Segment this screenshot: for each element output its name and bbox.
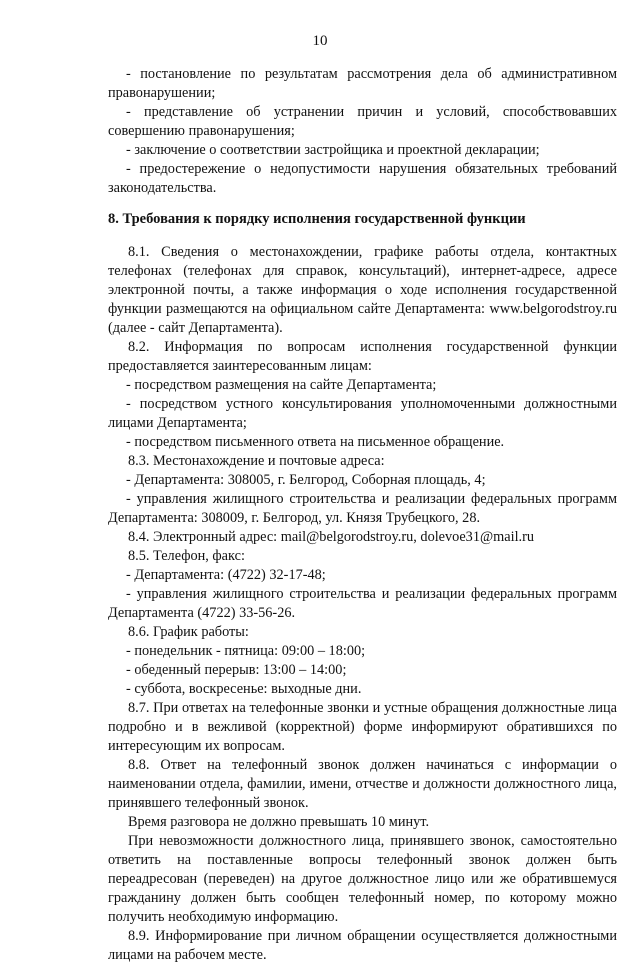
paragraph-call-duration: Время разговора не должно превышать 10 минут. <box>128 814 430 830</box>
paragraph-8-8: 8.8. Ответ на телефонный звонок должен начинаться с информации о наименовании отдела, фамилии, имени, отчестве и должности должностного лица, принявшего телефонный звонок. <box>108 757 617 811</box>
list-item-weekdays: - понедельник - пятница: 09:00 – 18:00; <box>126 643 366 659</box>
paragraph-8-4: 8.4. Электронный адрес: mail@belgorodstroy.ru, dolevoe31@mail.ru <box>128 529 535 545</box>
section-heading: 8. Требования к порядку исполнения государственной функции <box>108 211 526 227</box>
list-item-department-phone: - Департамента: (4722) 32-17-48; <box>126 567 326 583</box>
list-item-housing-office-phone: - управления жилищного строительства и реализации федеральных программ Департамента (4722) 33-56-26. <box>108 586 617 621</box>
paragraph-8-2: 8.2. Информация по вопросам исполнения государственной функции предоставляется заинтересованным лицам: <box>108 339 617 374</box>
paragraph-8-1: 8.1. Сведения о местонахождении, графике работы отдела, контактных телефонах (телефонах для справок, консультаций), интернет-адресе, адресе электронной почты, а также информация о ходе исполнения государственной функции размещаются на официальном сайте Департамента: www.belgorodstroy.ru (далее - сайт Департамента). <box>108 244 617 336</box>
list-item-conclusion: - заключение о соответствии застройщика и проектной декларации; <box>126 142 540 158</box>
paragraph-8-9: 8.9. Информирование при личном обращении осуществляется должностными лицами на рабочем месте. <box>108 928 617 963</box>
list-item-submission: - представление об устранении причин и условий, способствовавших совершению правонарушения; <box>108 104 617 139</box>
paragraph-8-6: 8.6. График работы: <box>128 624 249 640</box>
list-item-website: - посредством размещения на сайте Департамента; <box>126 377 437 393</box>
list-item-oral-consultation: - посредством устного консультирования уполномоченными должностными лицами Департамента; <box>108 396 617 431</box>
paragraph-8-5: 8.5. Телефон, факс: <box>128 548 245 564</box>
list-item-ruling: - постановление по результатам рассмотрения дела об административном правонарушении; <box>108 66 617 101</box>
paragraph-call-redirect: При невозможности должностного лица, принявшего звонок, самостоятельно ответить на поставленные вопросы телефонный звонок должен быть переадресован (переведен) на другое должностное лицо или же обратившемуся гражданину должен быть сообщен телефонный номер, по которому можно получить необходимую информацию. <box>108 833 617 925</box>
list-item-department-address: - Департамента: 308005, г. Белгород, Соборная площадь, 4; <box>126 472 486 488</box>
list-item-lunch-break: - обеденный перерыв: 13:00 – 14:00; <box>126 662 347 678</box>
page-number: 10 <box>312 33 328 49</box>
document-body <box>108 65 617 965</box>
list-item-housing-office-address: - управления жилищного строительства и реализации федеральных программ Департамента: 308009, г. Белгород, ул. Князя Трубецкого, 28. <box>108 491 617 526</box>
paragraph-8-3: 8.3. Местонахождение и почтовые адреса: <box>128 453 385 469</box>
paragraph-8-7: 8.7. При ответах на телефонные звонки и устные обращения должностные лица подробно и в вежливой (корректной) форме информируют обратившихся по интересующим их вопросам. <box>108 700 617 754</box>
list-item-weekend: - суббота, воскресенье: выходные дни. <box>126 681 362 697</box>
list-item-written-reply: - посредством письменного ответа на письменное обращение. <box>126 434 505 450</box>
list-item-warning: - предостережение о недопустимости нарушения обязательных требований законодательства. <box>108 161 617 196</box>
